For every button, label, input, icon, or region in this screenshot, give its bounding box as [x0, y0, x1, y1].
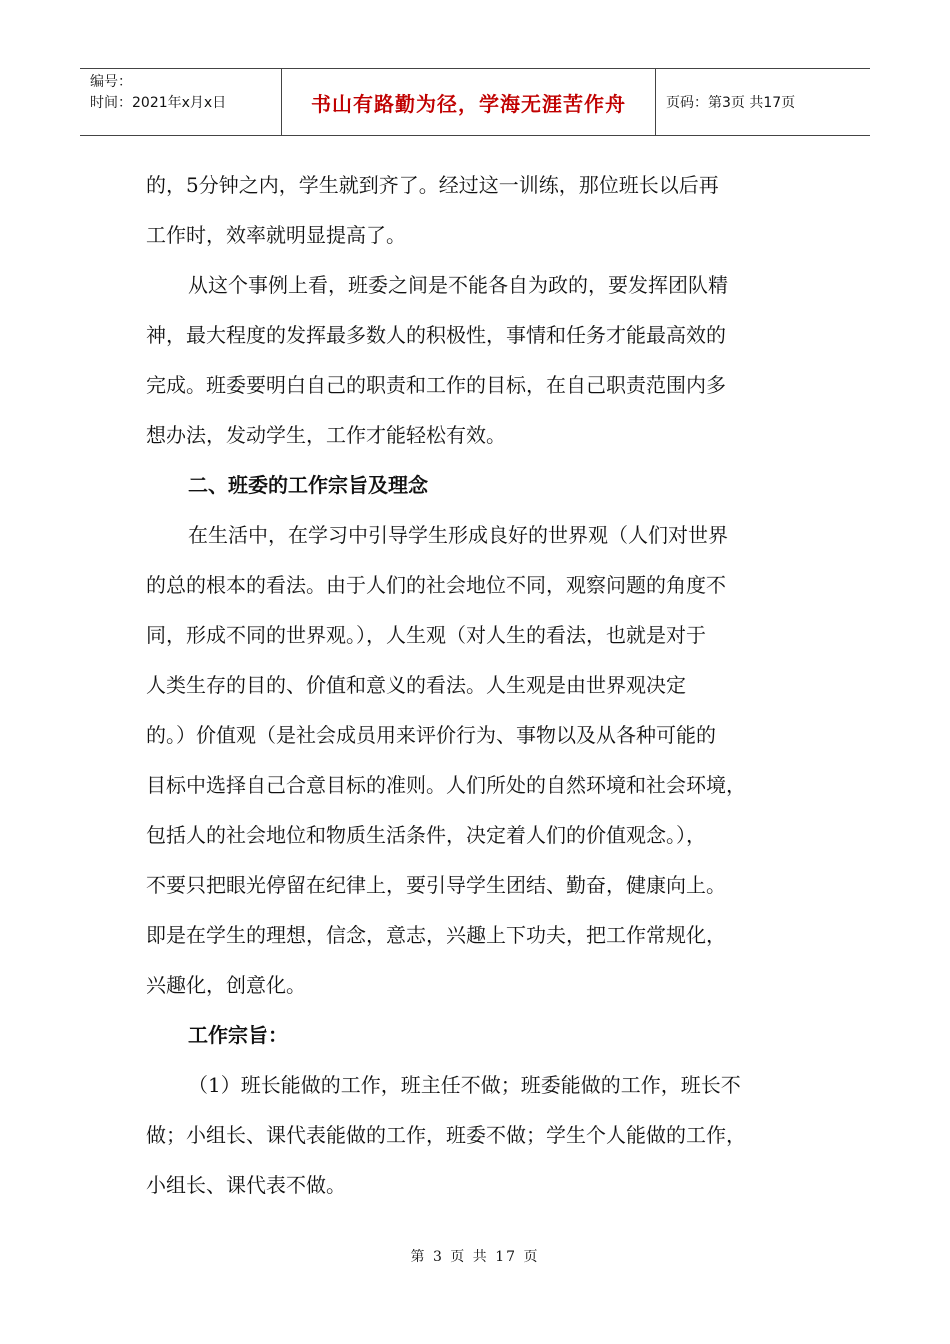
body-line: 包括人的社会地位和物质生活条件，决定着人们的价值观念。）， — [146, 823, 706, 847]
header-meta — [80, 69, 282, 135]
body-line: 的，5分钟之内，学生就到齐了。经过这一训练，那位班长以后再 — [146, 173, 719, 197]
body-line: 兴趣化，创意化。 — [146, 973, 306, 997]
body-line: 人类生存的目的、价值和意义的看法。人生观是由世界观决定 — [146, 673, 686, 697]
document-number-label: 编号： — [90, 74, 132, 90]
page-footer: 第 3 页 共 17 页 — [410, 1249, 540, 1265]
document-header — [80, 68, 870, 136]
body-line: 做；小组长、课代表能做的工作，班委不做；学生个人能做的工作， — [146, 1123, 746, 1147]
document-date-label: 时间：2021年x月x日 — [90, 95, 227, 111]
document-body — [146, 160, 806, 1210]
body-line: 工作时，效率就明显提高了。 — [146, 223, 406, 247]
section-heading: 二、班委的工作宗旨及理念 — [188, 473, 428, 497]
body-line: 完成。班委要明白自己的职责和工作的目标，在自己职责范围内多 — [146, 373, 726, 397]
header-page-info: 页码：第3页 共17页 — [666, 95, 796, 111]
body-line: 的总的根本的看法。由于人们的社会地位不同，观察问题的角度不 — [146, 573, 726, 597]
subsection-heading: 工作宗旨： — [188, 1023, 288, 1047]
body-line: 不要只把眼光停留在纪律上，要引导学生团结、勤奋，健康向上。 — [146, 873, 726, 897]
body-line: 想办法，发动学生，工作才能轻松有效。 — [146, 423, 506, 447]
body-line: 即是在学生的理想，信念，意志，兴趣上下功夫，把工作常规化， — [146, 923, 726, 947]
body-line: 的。）价值观（是社会成员用来评价行为、事物以及从各种可能的 — [146, 723, 716, 747]
body-line: 神，最大程度的发挥最多数人的积极性，事情和任务才能最高效的 — [146, 323, 726, 347]
body-line: （1）班长能做的工作，班主任不做；班委能做的工作，班长不 — [188, 1073, 741, 1097]
body-line: 在生活中，在学习中引导学生形成良好的世界观（人们对世界 — [188, 523, 728, 547]
body-line: 目标中选择自己合意目标的准则。人们所处的自然环境和社会环境， — [146, 773, 746, 797]
header-motto: 书山有路勤为径，学海无涯苦作舟 — [282, 69, 656, 135]
body-line: 从这个事例上看，班委之间是不能各自为政的，要发挥团队精 — [188, 273, 728, 297]
body-line: 同，形成不同的世界观。），人生观（对人生的看法，也就是对于 — [146, 623, 706, 647]
body-line: 小组长、课代表不做。 — [146, 1173, 346, 1197]
